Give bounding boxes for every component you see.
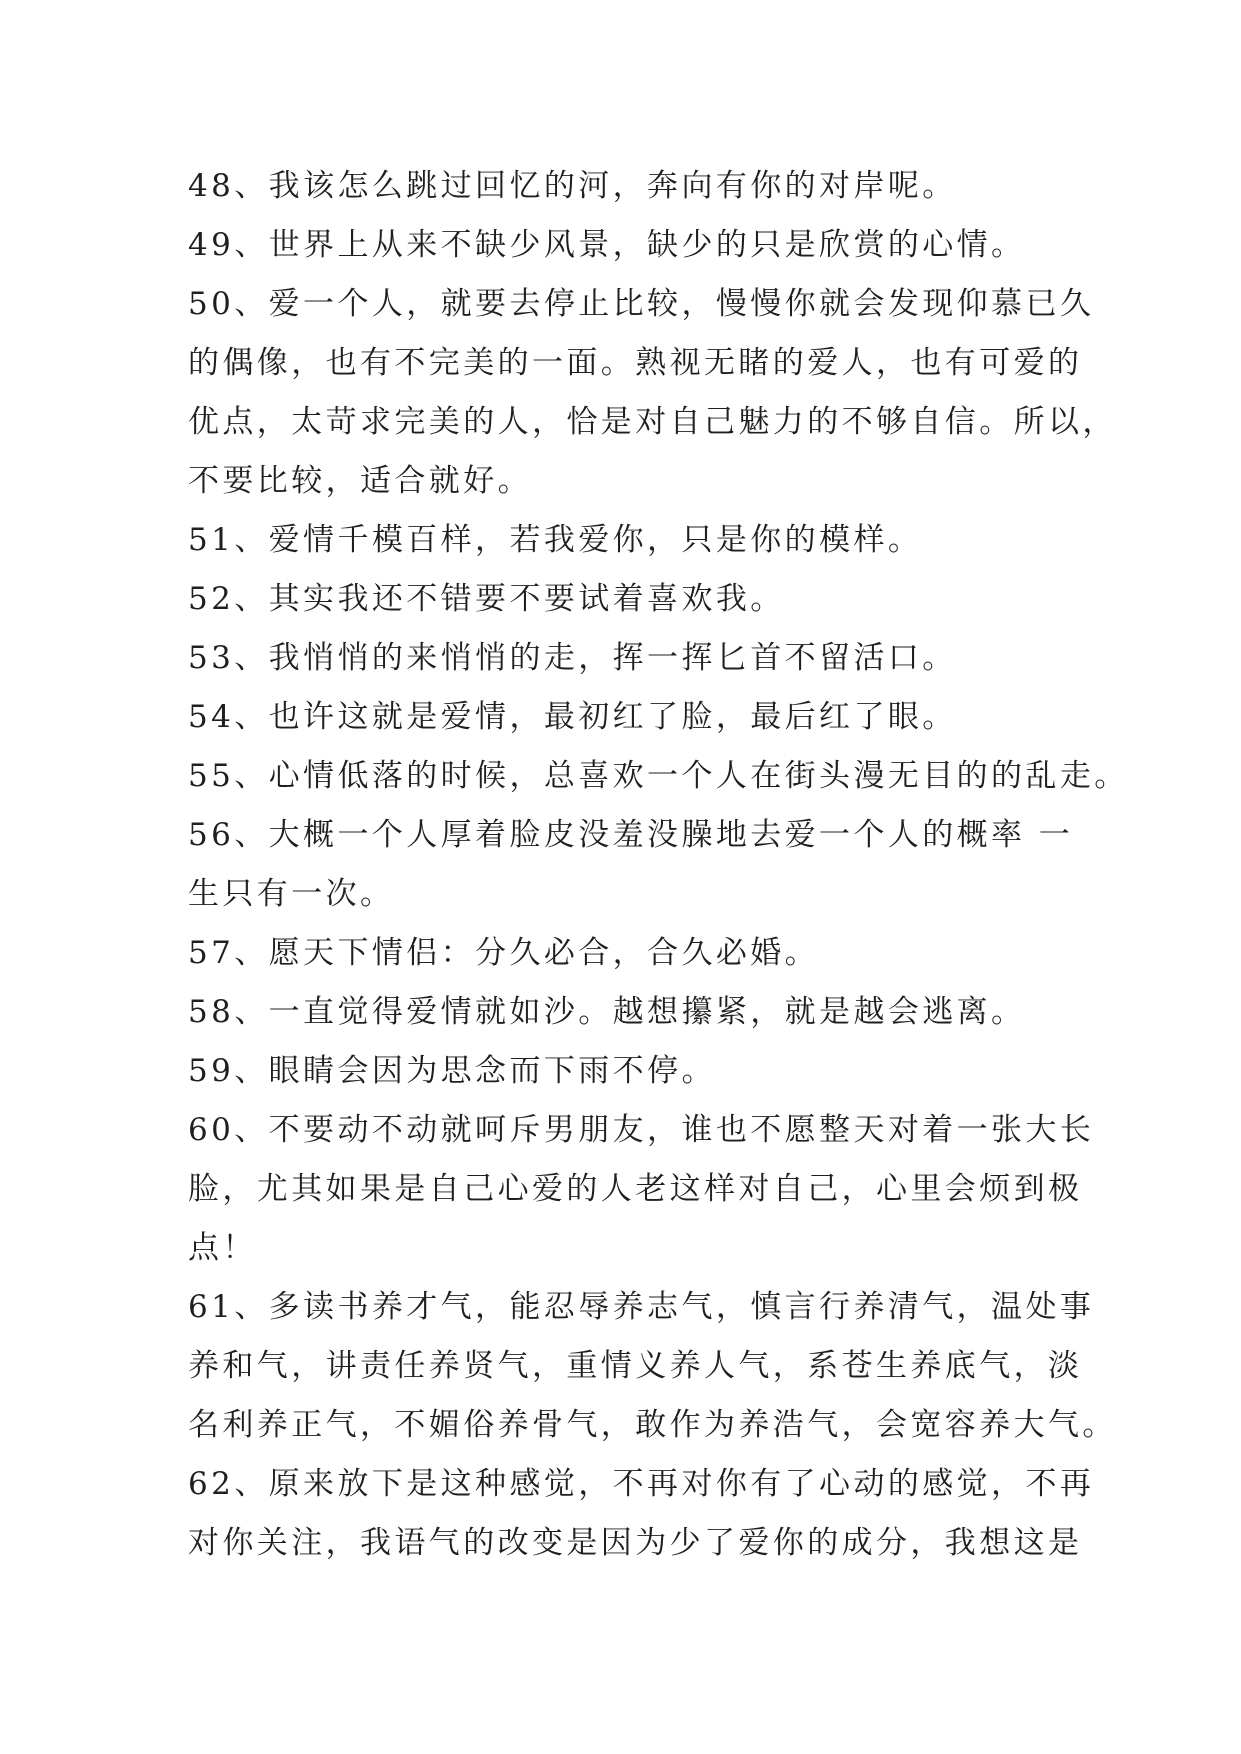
text-line: 60、不要动不动就呵斥男朋友，谁也不愿整天对着一张大长 xyxy=(188,1112,1095,1148)
text-line: 不要比较，适合就好。 xyxy=(188,463,532,499)
text-line: 对你关注，我语气的改变是因为少了爱你的成分，我想这是 xyxy=(188,1525,1083,1561)
text-line: 48、我该怎么跳过回忆的河，奔向有你的对岸呢。 xyxy=(188,168,957,204)
text-line: 53、我悄悄的来悄悄的走，挥一挥匕首不留活口。 xyxy=(188,640,957,676)
text-line: 52、其实我还不错要不要试着喜欢我。 xyxy=(188,581,785,617)
text-line: 优点，太苛求完美的人，恰是对自己魅力的不够自信。所以， xyxy=(188,404,1117,440)
text-line: 54、也许这就是爱情，最初红了脸，最后红了眼。 xyxy=(188,699,957,735)
document-body xyxy=(188,157,1129,1573)
text-line: 点！ xyxy=(188,1230,257,1266)
text-line: 59、眼睛会因为思念而下雨不停。 xyxy=(188,1053,716,1089)
text-line: 51、爱情千模百样，若我爱你，只是你的模样。 xyxy=(188,522,923,558)
text-line: 49、世界上从来不缺少风景，缺少的只是欣赏的心情。 xyxy=(188,227,1026,263)
text-line: 55、心情低落的时候，总喜欢一个人在街头漫无目的的乱走。 xyxy=(188,758,1129,794)
text-line: 生只有一次。 xyxy=(188,876,395,912)
text-line: 58、一直觉得爱情就如沙。越想攥紧，就是越会逃离。 xyxy=(188,994,1026,1030)
text-line: 的偶像，也有不完美的一面。熟视无睹的爱人，也有可爱的 xyxy=(188,345,1083,381)
text-line: 脸，尤其如果是自己心爱的人老这样对自己，心里会烦到极 xyxy=(188,1171,1083,1207)
text-line: 61、多读书养才气，能忍辱养志气，慎言行养清气，温处事 xyxy=(188,1289,1095,1325)
text-line: 57、愿天下情侣：分久必合，合久必婚。 xyxy=(188,935,820,971)
text-line: 50、爱一个人，就要去停止比较，慢慢你就会发现仰慕已久 xyxy=(188,286,1095,322)
text-line: 62、原来放下是这种感觉，不再对你有了心动的感觉，不再 xyxy=(188,1466,1095,1502)
text-line: 养和气，讲责任养贤气，重情义养人气，系苍生养底气，淡 xyxy=(188,1348,1083,1384)
text-line: 名利养正气，不媚俗养骨气，敢作为养浩气，会宽容养大气。 xyxy=(188,1407,1117,1443)
text-line: 56、大概一个人厚着脸皮没羞没臊地去爱一个人的概率 一 xyxy=(188,817,1074,853)
